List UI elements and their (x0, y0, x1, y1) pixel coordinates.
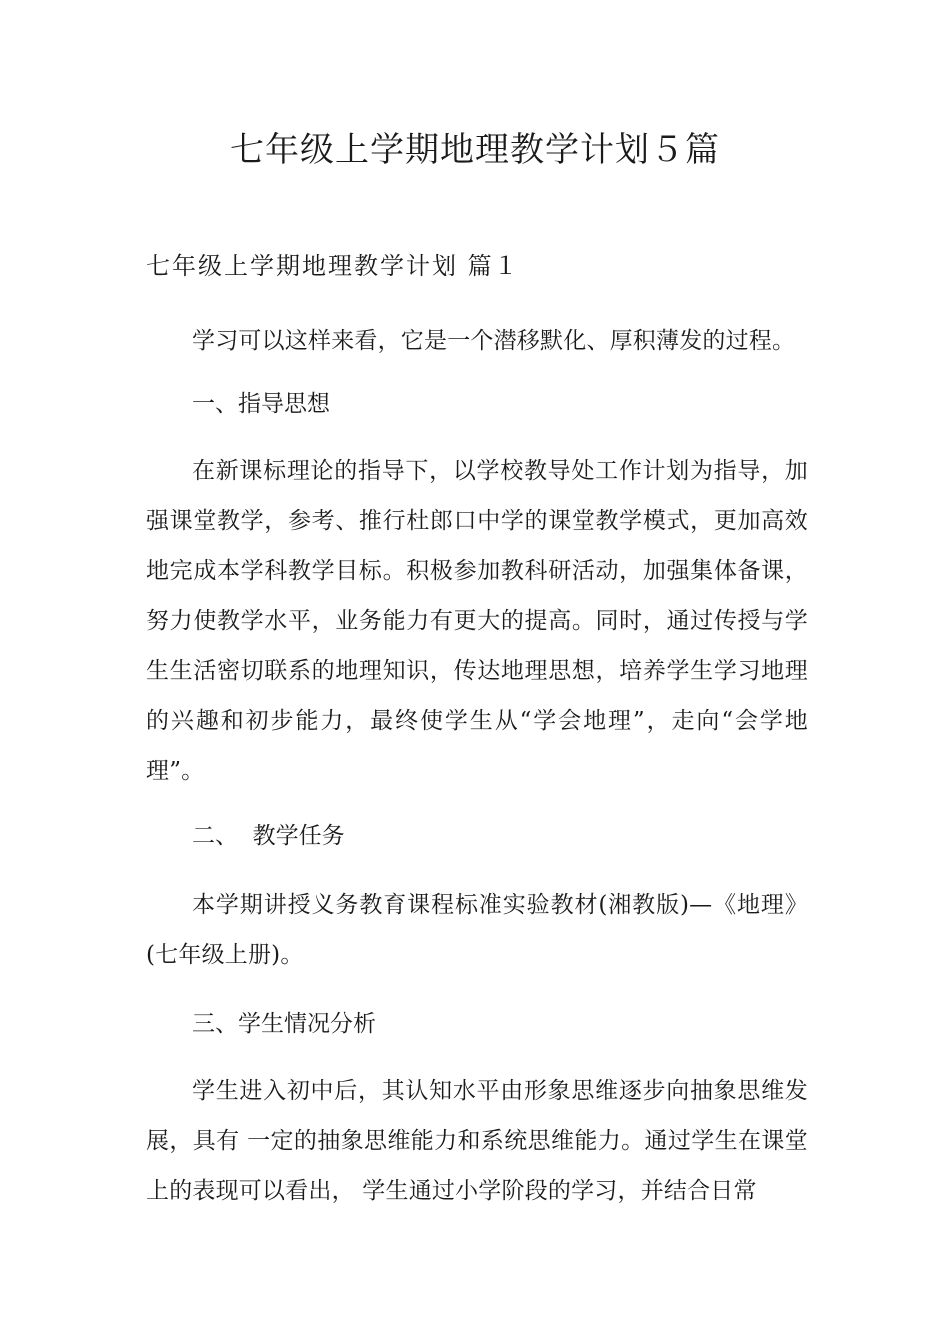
section-heading-teaching-tasks: 二、 教学任务 (192, 823, 345, 849)
section-heading-guiding-ideology: 一、指导思想 (192, 391, 330, 417)
section-heading-student-analysis: 三、学生情况分析 (192, 1011, 376, 1037)
intro-paragraph: 学习可以这样来看，它是一个潜移默化、厚积薄发的过程。 (192, 328, 796, 354)
document-title: 七年级上学期地理教学计划５篇 (230, 130, 720, 170)
section-body-guiding-ideology: 在新课标理论的指导下，以学校教导处工作计划为指导，加强课堂教学，参考、推行杜郎口中学的课堂教学模式，更加高效地完成本学科教学目标。积极参加教科研活动，加强集体备课，努力使教学水平，业务能力有更大的提高。同时，通过传授与学生生活密切联系的地理知识，传达地理思想，培养学生学习地理的兴趣和初步能力，最终使学生从“学会地理”，走向“会学地理”。 (146, 458, 808, 784)
section-body-student-analysis: 学生进入初中后，其认知水平由形象思维逐步向抽象思维发展，具有 一定的抽象思维能力和系统思维能力。通过学生在课堂上的表现可以看出， 学生通过小学阶段的学习，并结合日常 (146, 1078, 808, 1204)
section-body-teaching-tasks: 本学期讲授义务教育课程标准实验教材(湘教版)—《地理》(七年级上册)。 (146, 892, 808, 968)
plan-subtitle: 七年级上学期地理教学计划 篇１ (146, 252, 520, 280)
